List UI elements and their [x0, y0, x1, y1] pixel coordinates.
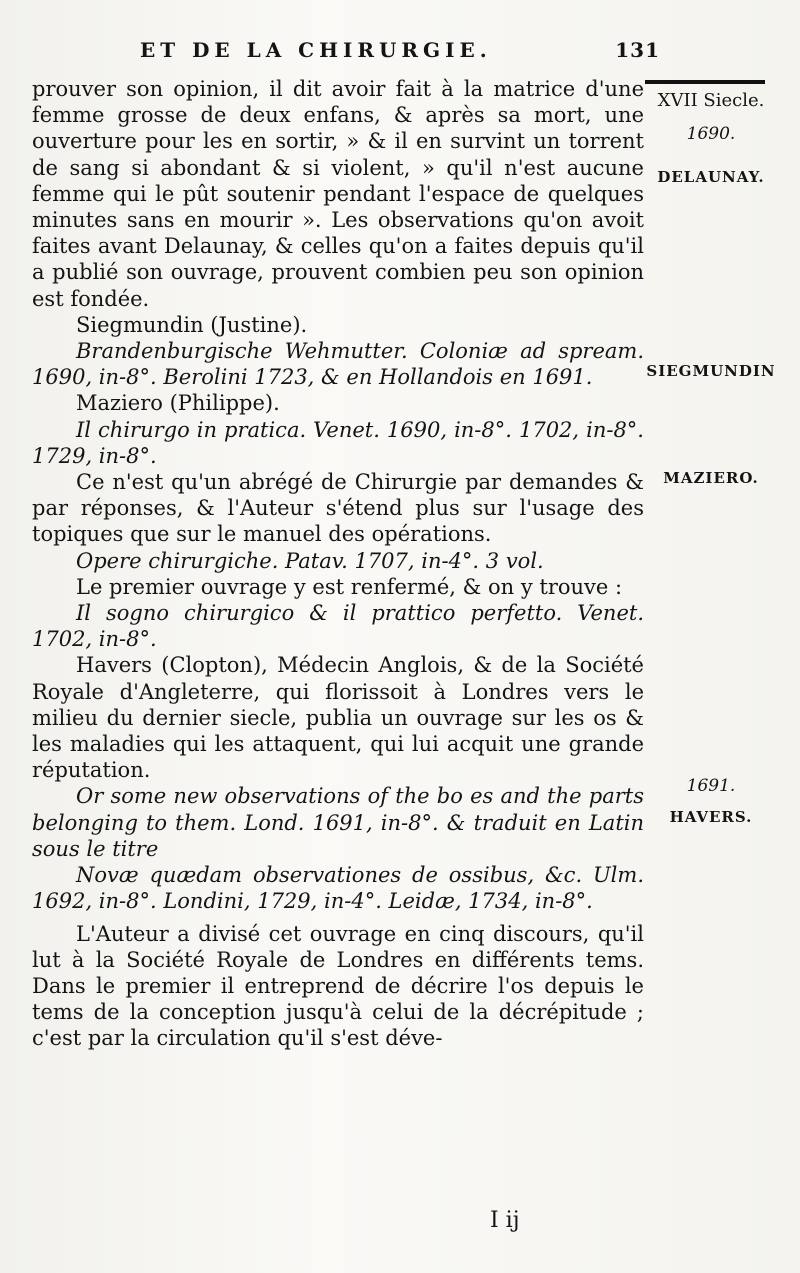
title-maziero-1: Il chirurgo in pratica. Venet. 1690, in-8°. 1702, in-8°. 1729, in-8°. — [32, 417, 644, 468]
paragraph-maziero-comment: Ce n'est qu'un abrégé de Chirurgie par demandes & par réponses, & l'Auteur s'étend plus sur l'usage des topiques que sur le manuel des opérations. — [32, 470, 644, 547]
margin-year-1691: 1691. — [686, 776, 736, 796]
title-havers-english: Or some new observations of the bo es and the parts belonging to them. Lond. 1691, in-8°. & traduit en Latin sous le titre — [32, 784, 644, 861]
signature-mark: I ij — [490, 1208, 520, 1233]
main-text — [32, 76, 644, 1052]
margin-name-siegmundin: SIEGMUNDIN — [646, 362, 776, 380]
paragraph-havers-description: L'Auteur a divisé cet ouvrage en cinq discours, qu'il lut à la Société Royale de Londres en différents tems. Dans le premier il entreprend de décrire l'os depuis le tems de la conception jusqu'à celui de la décrépitude ; c'est par la circulation qu'il s'est déve- — [32, 921, 644, 1051]
margin-year-1690: 1690. — [686, 124, 736, 144]
entry-siegmundin: Siegmundin (Justine). — [76, 312, 308, 337]
margin-name-delaunay: DELAUNAY. — [657, 168, 765, 186]
margin-century: XVII Siecle. — [657, 90, 765, 111]
margin-rule — [645, 80, 765, 84]
running-title: ET DE LA CHIRURGIE. — [140, 38, 492, 62]
paragraph-delaunay-end: prouver son opinion, il dit avoir fait à la matrice d'une femme grosse de deux enfans, & après sa mort, une ouverture pour les en sortir, » & il en survint un torrent de sang si abondant & si violent, » qu'il n'est aucune femme qui le pût soutenir pendant l'espace de quelques minutes sans en mourir ». Les observations qu'on avoit faites avant Delaunay, & celles qu'on a faites depuis qu'il a publié son ouvrage, prouvent combien peu son opinion est fondée. — [32, 77, 644, 311]
entry-havers: Havers (Clopton), Médecin Anglois, & de la Société Royale d'Angleterre, qui florissoit à Londres vers le milieu du dernier siecle, publia un ouvrage sur les os & les maladies qui les attaquent, qui lui acquit une grande réputation. — [32, 653, 644, 783]
title-maziero-2: Opere chirurgiche. Patav. 1707, in-4°. 3 vol. — [76, 548, 544, 573]
running-header — [140, 38, 660, 62]
margin-name-maziero: MAZIERO. — [663, 469, 759, 487]
margin-name-havers: HAVERS. — [669, 808, 753, 826]
entry-maziero: Maziero (Philippe). — [76, 391, 280, 416]
title-havers-latin: Novæ quædam observationes de ossibus, &c. Ulm. 1692, in-8°. Londini, 1729, in-4°. Leidæ, 1734, in-8°. — [32, 863, 644, 914]
title-siegmundin: Brandenburgische Wehmutter. Coloniæ ad spream. 1690, in-8°. Berolini 1723, & en Hollandois en 1691. — [32, 339, 644, 390]
paragraph-maziero-contents: Le premier ouvrage y est renfermé, & on y trouve : — [76, 574, 623, 599]
title-maziero-3: Il sogno chirurgico & il prattico perfetto. Venet. 1702, in-8°. — [32, 601, 644, 652]
page-number: 131 — [615, 38, 660, 62]
